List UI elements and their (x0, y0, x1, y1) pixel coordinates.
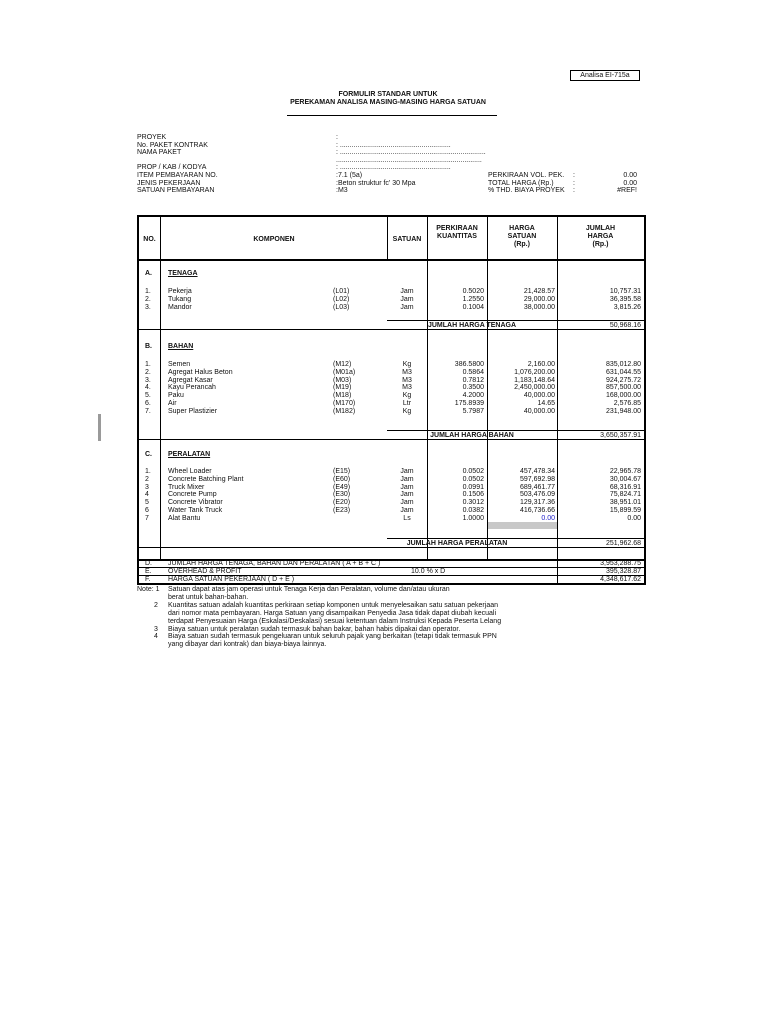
tenaga-row-2-price: 29,000.00 (523, 295, 555, 303)
info-value: ........................................................................... (336, 156, 482, 164)
peralatan-row-4-code: (E30) (333, 491, 351, 499)
bahan-row-2-unit: M3 (402, 368, 412, 376)
info-row-satuan (137, 187, 647, 195)
peralatan-row-2-unit: Jam (400, 475, 414, 483)
note-number: 3 (154, 625, 158, 633)
tenaga-row-1-code: (L01) (333, 288, 350, 295)
page-scroll-marker (98, 414, 101, 441)
bahan-row-3-qty: 0.7812 (462, 376, 484, 384)
tenaga-row-1-price: 21,428.57 (523, 288, 555, 295)
peralatan-row-7-name: Alat Bantu (168, 514, 201, 522)
note-text: terdapat Penyesuaian Harga (Eskalasi/Deskalasi) sesuai ketentuan dalam Instruksi Kepada Peserta Lelang (168, 617, 502, 625)
cost-analysis-table (137, 215, 646, 585)
bahan-row-6-unit: Ltr (402, 400, 412, 407)
peralatan-row-4-no: 4 (145, 491, 149, 499)
info-row-jenis (137, 180, 647, 188)
peralatan-row-3-price: 689,461.77 (519, 483, 555, 491)
bahan-row-1-unit: Kg (402, 361, 412, 368)
info-value: :M3 (336, 187, 348, 195)
peralatan-sum-top (387, 538, 646, 539)
note-text: dari nomor mata pembayaran. Harga Satuan yang disampaikan Penyedia Jasa tidak dapat diubah kecuali (168, 609, 497, 617)
info-row-prop (137, 164, 647, 172)
bahan-row-6-qty: 175.8939 (454, 400, 484, 407)
title-underline (287, 115, 497, 116)
peralatan-row-6-code: (E23) (333, 507, 351, 514)
note-text: Biaya satuan sudah termasuk pengeluaran untuk seluruh pajak yang berkaitan (tetapi tidak termasuk PPN (168, 633, 497, 641)
bahan-row-1-total: 835,012.80 (605, 361, 641, 368)
bahan-row-1-price: 2,160.00 (527, 361, 555, 368)
peralatan-row-4-unit: Jam (400, 491, 414, 499)
bahan-row-4-code: (M19) (333, 384, 352, 392)
peralatan-row-7-qty: 1.0000 (462, 514, 484, 522)
bahan-row-4-unit: M3 (402, 384, 412, 392)
peralatan-row-4-qty: 0.1506 (462, 491, 484, 499)
bahan-row-3-total: 924,275.72 (605, 376, 641, 384)
table-border-left (137, 215, 139, 585)
info-value: : ........................................................................... (336, 149, 486, 157)
info-label: PROYEK (137, 134, 167, 141)
bahan-row-5-price: 40,000.00 (523, 392, 555, 400)
peralatan-row-1-name: Wheel Loader (168, 468, 212, 475)
header-jumlah-3: (Rp.) (592, 241, 609, 248)
peralatan-row-5-no: 5 (145, 499, 149, 507)
bahan-row-2-total: 631,044.55 (605, 368, 641, 376)
bahan-row-5-unit: Kg (402, 392, 412, 400)
peralatan-sum-label: JUMLAH HARGA PERALATAN (406, 540, 508, 547)
info-row-proyek (137, 134, 647, 142)
footer-label-e: OVERHEAD & PROFIT (168, 568, 242, 575)
peralatan-row-4-total: 75,824.71 (609, 491, 641, 499)
peralatan-row-3-code: (E49) (333, 483, 351, 491)
header-jumlah-2: HARGA (587, 233, 614, 240)
table-border-right (644, 215, 646, 585)
bahan-row-7-code: (M182) (333, 407, 356, 415)
note-text: Satuan dapat atas jam operasi untuk Tenaga Kerja dan Peralatan, volume dan/atau ukuran (168, 586, 450, 593)
bahan-row-5-qty: 4.2000 (462, 392, 484, 400)
tenaga-row-2-name: Tukang (168, 295, 192, 303)
bahan-row-3-code: (M03) (333, 376, 352, 384)
info-label: SATUAN PEMBAYARAN (137, 187, 215, 195)
info-right-value: 0.00 (623, 179, 637, 187)
peralatan-row-7-no: 7 (145, 514, 149, 522)
tenaga-row-1-name: Pekerja (168, 288, 192, 295)
section-letter-c: C. (145, 451, 152, 458)
bahan-row-5-name: Paku (168, 392, 184, 400)
table-top-border (137, 215, 646, 217)
info-right-colon: : (573, 171, 575, 179)
tenaga-row-3-qty: 0.1004 (462, 303, 484, 311)
bahan-row-5-no: 5. (145, 392, 151, 400)
peralatan-row-7-total: 0.00 (627, 514, 641, 522)
section-title-peralatan: PERALATAN (168, 451, 211, 458)
peralatan-row-3-qty: 0.0991 (462, 483, 484, 491)
info-right-value: #REF! (617, 187, 637, 195)
info-right-label: PERKIRAAN VOL. PEK. (488, 171, 565, 179)
bahan-row-7-no: 7. (145, 407, 151, 415)
peralatan-row-5-total: 38,951.01 (609, 499, 641, 507)
tenaga-sum-value: 50,968.16 (609, 322, 641, 329)
bahan-row-3-unit: M3 (402, 376, 412, 384)
highlight-cell (487, 522, 557, 529)
header-komponen: KOMPONEN (253, 236, 295, 243)
peralatan-row-3-name: Truck Mixer (168, 483, 205, 491)
note-text: Kuantitas satuan adalah kuantitas perkiraan setiap komponen untuk menyelesaikan satu satuan pekerjaan (168, 601, 498, 609)
info-value: : ......................................................... (336, 141, 451, 149)
info-value: : (336, 134, 338, 141)
tenaga-row-1-qty: 0.5020 (462, 288, 484, 295)
peralatan-row-2-code: (E60) (333, 475, 351, 483)
peralatan-row-4-name: Concrete Pump (168, 491, 217, 499)
bahan-row-3-price: 1,183,148.64 (514, 376, 555, 384)
header-no: NO. (143, 236, 156, 243)
bahan-row-4-qty: 0.3500 (462, 384, 484, 392)
peralatan-row-6-total: 15,899.59 (609, 507, 641, 514)
bahan-sum-label: JUMLAH HARGA BAHAN (430, 432, 514, 439)
footer-value-e: 395,328.87 (605, 568, 641, 575)
bahan-row-2-code: (M01a) (333, 368, 356, 376)
header-satuan: SATUAN (392, 236, 422, 243)
peralatan-row-2-name: Concrete Batching Plant (168, 475, 244, 483)
tenaga-row-2-no: 2. (145, 295, 151, 303)
tenaga-sum-label: JUMLAH HARGA TENAGA (427, 322, 517, 329)
peralatan-row-1-total: 22,965.78 (609, 468, 641, 475)
peralatan-row-7-unit: Ls (403, 514, 411, 522)
peralatan-row-1-qty: 0.0502 (462, 468, 484, 475)
info-right-label: TOTAL HARGA (Rp.) (488, 179, 554, 187)
info-row-nama-paket (137, 149, 647, 157)
note-text: Biaya satuan untuk peralatan sudah termasuk bahan bakar, bahan habis dipakai dan operator. (168, 625, 461, 633)
peralatan-row-2-price: 597,692.98 (519, 475, 555, 483)
bahan-row-2-name: Agregat Halus Beton (168, 368, 233, 376)
info-row-item (137, 172, 647, 180)
peralatan-row-6-qty: 0.0382 (462, 507, 484, 514)
section-letter-b: B. (145, 343, 152, 350)
footer-letter-f: F. (145, 576, 151, 583)
info-right-colon: : (573, 187, 575, 195)
info-label: PROP / KAB / KODYA (137, 164, 207, 172)
bahan-row-5-code: (M18) (333, 392, 352, 400)
note-text: yang dibayar dari kontrak) dan biaya-biaya lainnya. (168, 641, 327, 649)
project-info (137, 134, 647, 195)
peralatan-row-6-name: Water Tank Truck (168, 507, 223, 514)
header-harga-1: HARGA (509, 225, 535, 232)
note-text: berat untuk bahan-bahan. (168, 593, 249, 601)
bahan-row-4-name: Kayu Perancah (168, 384, 216, 392)
footer-label-d: JUMLAH HARGA TENAGA, BAHAN DAN PERALATAN ( A + B + C ) (168, 560, 381, 567)
tenaga-row-2-code: (L02) (333, 295, 350, 303)
header-jumlah-1: JUMLAH (585, 225, 616, 232)
footer-label-f: HARGA SATUAN PEKERJAAN ( D + E ) (168, 576, 295, 583)
peralatan-row-2-total: 30,004.67 (609, 475, 641, 483)
peralatan-row-4-price: 503,476.09 (519, 491, 555, 499)
peralatan-sum-value: 251,962.68 (605, 540, 641, 547)
bahan-row-6-no: 6. (145, 400, 151, 407)
peralatan-row-5-name: Concrete Vibrator (168, 499, 223, 507)
bahan-row-6-price: 14.65 (537, 400, 555, 407)
info-value: : ......................................................... (336, 164, 451, 172)
header-bottom-border (137, 259, 646, 261)
info-right-label: % THD. BIAYA PROYEK (488, 187, 565, 195)
peralatan-row-1-unit: Jam (400, 468, 414, 475)
info-row-nama-paket-cont (137, 157, 647, 165)
col-divider-no (160, 215, 161, 559)
peralatan-row-2-qty: 0.0502 (462, 475, 484, 483)
bahan-sum-value: 3,650,357.91 (600, 432, 641, 439)
tenaga-row-1-total: 10,757.31 (609, 288, 641, 295)
peralatan-row-1-price: 457,478.34 (519, 468, 555, 475)
info-right-colon: : (573, 179, 575, 187)
bahan-row-3-no: 3. (145, 376, 151, 384)
info-value: :7.1 (5a) (336, 171, 363, 179)
bahan-row-6-name: Air (168, 400, 177, 407)
analysis-code-box: Analisa EI-715a (570, 70, 640, 81)
peralatan-row-3-total: 68,316.91 (609, 483, 641, 491)
footer-value-d: 3,953,288.75 (600, 560, 641, 567)
note-number: 2 (154, 601, 158, 609)
header-harga-3: (Rp.) (514, 241, 530, 248)
bahan-row-1-name: Semen (168, 361, 191, 368)
bahan-row-7-price: 40,000.00 (523, 407, 555, 415)
bahan-row-2-qty: 0.5864 (462, 368, 484, 376)
form-title-line-2: PEREKAMAN ANALISA MASING-MASING HARGA SATUAN (290, 99, 486, 106)
tenaga-sum-top (387, 320, 646, 321)
peralatan-row-3-no: 3 (145, 483, 149, 491)
peralatan-row-5-unit: Jam (400, 499, 414, 507)
tenaga-row-2-qty: 1.2550 (462, 295, 484, 303)
bahan-row-5-total: 168,000.00 (605, 392, 641, 400)
bahan-row-4-price: 2,450,000.00 (514, 384, 555, 392)
notes-label: Note: 1 (137, 586, 160, 593)
bahan-row-7-total: 231,948.00 (605, 407, 641, 415)
bahan-row-7-qty: 5.7987 (462, 407, 484, 415)
bahan-row-4-total: 857,500.00 (605, 384, 641, 392)
tenaga-row-2-total: 36,395.58 (609, 295, 641, 303)
note-number: 4 (154, 633, 158, 641)
header-kuantitas-1: PERKIRAAN (436, 225, 478, 232)
peralatan-row-6-unit: Jam (400, 507, 414, 514)
bahan-sum-top (387, 430, 646, 431)
tenaga-row-3-unit: Jam (400, 303, 414, 311)
tenaga-row-3-code: (L03) (333, 303, 350, 311)
section-letter-a: A. (145, 270, 152, 277)
footer-letter-d: D. (145, 560, 152, 567)
bahan-row-7-name: Super Plastizier (168, 407, 218, 415)
tenaga-row-3-name: Mandor (168, 303, 192, 311)
footer-letter-e: E. (145, 568, 152, 575)
header-kuantitas-2: KUANTITAS (437, 233, 477, 240)
tenaga-row-1-no: 1. (145, 288, 151, 295)
peralatan-row-5-price: 129,317.36 (519, 499, 555, 507)
peralatan-row-6-no: 6 (145, 507, 149, 514)
bahan-row-2-price: 1,076,200.00 (514, 368, 555, 376)
bahan-row-1-no: 1. (145, 361, 151, 368)
info-label: JENIS PEKERJAAN (137, 179, 201, 187)
info-row-paket-kontrak (137, 142, 647, 150)
peralatan-row-3-unit: Jam (400, 483, 414, 491)
bahan-row-2-no: 2. (145, 368, 151, 376)
peralatan-row-1-code: (E15) (333, 468, 351, 475)
bahan-row-6-code: (M170) (333, 400, 356, 407)
peralatan-row-1-no: 1. (145, 468, 151, 475)
peralatan-row-7-price: 0.00 (541, 514, 555, 522)
info-label: NAMA PAKET (137, 149, 182, 157)
info-label: No. PAKET KONTRAK (137, 141, 208, 149)
bahan-row-1-code: (M12) (333, 361, 352, 368)
peralatan-row-5-code: (E20) (333, 499, 351, 507)
footer-value-f: 4,348,617.62 (600, 576, 641, 583)
tenaga-row-2-unit: Jam (400, 295, 414, 303)
section-title-bahan: BAHAN (168, 343, 194, 350)
footer-mid-e: 10.0 % x D (411, 568, 446, 575)
header-harga-2: SATUAN (507, 233, 537, 240)
form-title-line-1: FORMULIR STANDAR UNTUK (338, 91, 438, 98)
bahan-row-3-name: Agregat Kasar (168, 376, 213, 384)
tenaga-row-3-price: 38,000.00 (523, 303, 555, 311)
bahan-row-6-total: 2,576.85 (613, 400, 641, 407)
bahan-row-7-unit: Kg (402, 407, 412, 415)
info-value: :Beton struktur fc' 30 Mpa (336, 179, 416, 187)
info-right-value: 0.00 (623, 171, 637, 179)
bahan-row-4-no: 4. (145, 384, 151, 392)
tenaga-row-1-unit: Jam (400, 288, 414, 295)
peralatan-row-2-no: 2 (145, 475, 149, 483)
tenaga-row-3-no: 3. (145, 303, 151, 311)
bahan-row-1-qty: 386.5800 (454, 361, 484, 368)
peralatan-row-5-qty: 0.3012 (462, 499, 484, 507)
tenaga-row-3-total: 3,815.26 (613, 303, 641, 311)
section-title-tenaga: TENAGA (168, 270, 198, 277)
peralatan-row-6-price: 416,736.66 (519, 507, 555, 514)
info-label: ITEM PEMBAYARAN NO. (137, 171, 218, 179)
